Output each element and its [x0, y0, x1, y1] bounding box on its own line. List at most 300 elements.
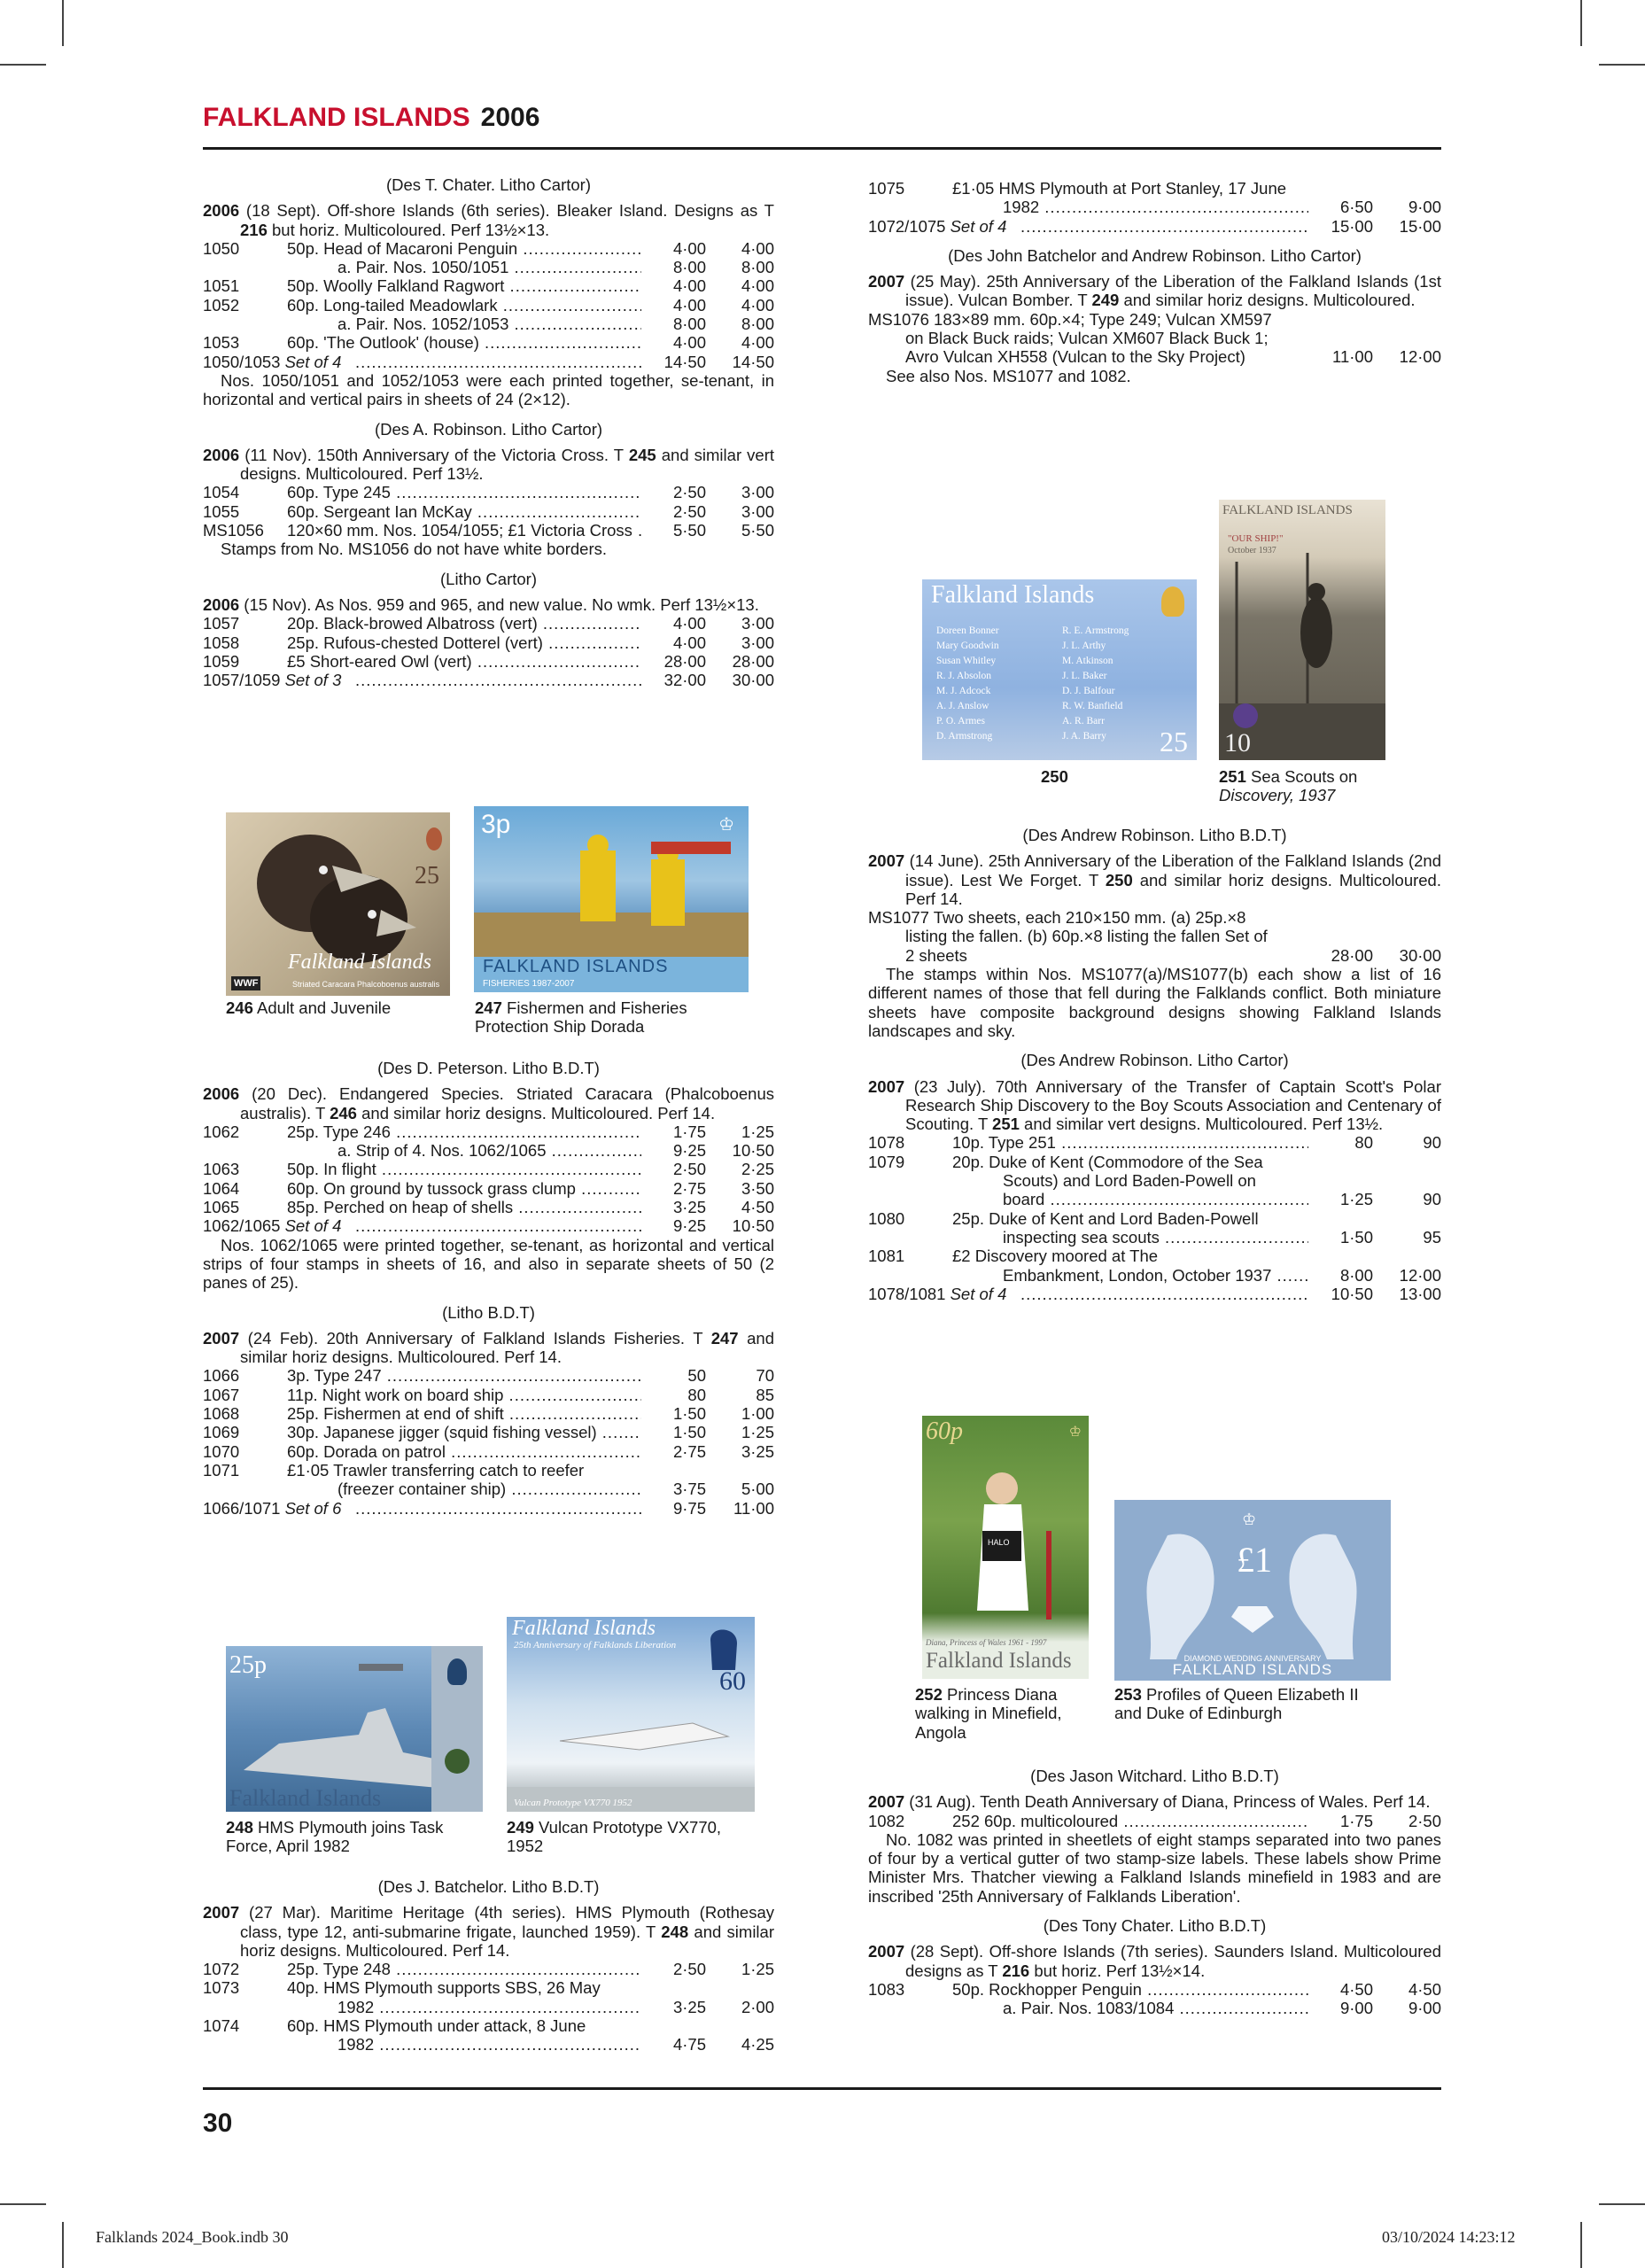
queen-silhouette-icon	[1161, 586, 1184, 617]
listing-row	[203, 2016, 774, 2035]
catalogue-number: 1054	[203, 483, 240, 502]
catalogue-number: 1078	[868, 1133, 905, 1153]
miniature-sheet-entry	[868, 908, 1441, 965]
catalogue-number: 1072	[203, 1960, 240, 1979]
listing-row	[203, 1141, 774, 1160]
mint-price: 14·50	[663, 352, 706, 371]
mint-price: 4·00	[672, 614, 706, 633]
catalogue-number: 1080	[868, 1208, 905, 1228]
listing-row	[203, 1386, 774, 1404]
stamp-name-entry: A. R. Barr	[1062, 716, 1105, 726]
used-price: 30·00	[732, 671, 774, 690]
stamp-name-entry: J. A. Barry	[1062, 731, 1106, 742]
listing-table	[203, 239, 774, 371]
listing-description: 252 60p. multicoloured .....	[952, 1812, 1308, 1830]
catalogue-number: 1073	[203, 1978, 240, 1998]
stamp-value: 3p	[481, 810, 511, 839]
mint-price: 1·75	[672, 1122, 706, 1141]
listing-table	[203, 1960, 774, 2054]
listing-description: a. Pair. Nos. 1050/1051 .....	[338, 258, 641, 276]
listing-row	[203, 1998, 774, 2016]
catalogue-number: 1057/1059 Set of 3	[203, 671, 342, 690]
listing-description: 10p. Type 251 .....	[952, 1133, 1308, 1152]
listing-description: 20p. Black-browed Albatross (vert) .....	[287, 614, 641, 633]
catalogue-number: 1082	[868, 1811, 905, 1830]
used-price: 15·00	[1399, 216, 1441, 236]
catalogue-number: 1050/1053 Set of 4	[203, 352, 342, 371]
issue-note: Nos. 1050/1051 and 1052/1053 were each printed together, se-tenant, in horizontal and vertical pairs in sheets of 24 (2×12).	[203, 370, 774, 409]
listing-description: board .....	[1003, 1190, 1308, 1208]
print-slug-timestamp: 03/10/2024 14:23:12	[1382, 2228, 1516, 2246]
mint-price: 4·50	[1339, 1979, 1373, 1999]
crop-mark	[1599, 64, 1645, 66]
listing-row	[203, 276, 774, 295]
ms-line: 2 sheets 28·00 30·00	[905, 945, 1441, 965]
stamp-value: 10	[1224, 728, 1251, 757]
used-price: 3·00	[741, 483, 774, 502]
listing-row	[868, 1171, 1441, 1190]
mint-price: 1·50	[672, 1404, 706, 1424]
used-price: 4·00	[741, 238, 774, 258]
stamp-subtitle: "OUR SHIP!"	[1228, 533, 1284, 544]
crown-cypher-icon: ♔	[1068, 1425, 1082, 1440]
mint-price: 3·25	[672, 1198, 706, 1217]
used-price: 95	[1423, 1227, 1441, 1247]
used-price: 10·50	[732, 1216, 774, 1236]
stamp-name-entry: R. J. Absolon	[936, 671, 991, 681]
wwf-logo: WWF	[231, 976, 260, 990]
stamp-248-image	[226, 1646, 483, 1812]
listing-table	[868, 1980, 1441, 2018]
crop-mark	[1580, 0, 1582, 46]
stamp-country: Falkland Islands	[512, 1617, 656, 1640]
stamp-subtitle: FISHERIES 1987-2007	[483, 979, 575, 989]
listing-row	[203, 1461, 774, 1480]
used-price: 4·00	[741, 276, 774, 296]
used-price: 9·00	[1408, 1999, 1441, 2018]
catalogue-number: 1065	[203, 1198, 240, 1217]
listing-row	[203, 333, 774, 352]
ms-line: on Black Buck raids; Vulcan XM607 Black Buck 1;	[905, 329, 1269, 348]
used-price: 3·00	[741, 633, 774, 652]
stamp-246-image	[226, 812, 450, 996]
crop-mark	[62, 2222, 64, 2268]
listing-row	[203, 239, 774, 258]
catalogue-number: 1050	[203, 238, 240, 258]
left-column-top	[203, 175, 774, 689]
listing-row	[868, 1999, 1441, 2017]
header-country: FALKLAND ISLANDS	[203, 103, 470, 132]
stamp-name-entry: D. J. Balfour	[1062, 686, 1115, 696]
listing-row	[868, 1285, 1441, 1303]
listing-description: £2 Discovery moored at The	[952, 1247, 1159, 1266]
stamp-country: FALKLAND ISLANDS	[1172, 1661, 1333, 1678]
stamp-subtitle-date: October 1937	[1228, 546, 1276, 555]
issue-note: No. 1082 was printed in sheetlets of eight stamps separated into two panes of four by a vertical gutter of two stamp-size labels. These labels show Prime Minister Mrs. Thatcher viewing a Falkland Islands minefield in 1983 and are inscribed '25th Anniversary of Falklands Liberation'.	[868, 1829, 1441, 1906]
designer-line: (Des Andrew Robinson. Litho B.D.T)	[1022, 826, 1287, 844]
used-price: 3·50	[741, 1178, 774, 1198]
stamp-value: 60	[719, 1666, 746, 1696]
right-column-bottom	[868, 1767, 1441, 2018]
issue-heading: 2007 (27 Mar). Maritime Heritage (4th series). HMS Plymouth (Rothesay class, type 12, anti-submarine frigate, launched 1959). T 248 and similar horiz designs. Multicoloured. Perf 14.	[203, 1903, 774, 1960]
listing-table	[868, 179, 1441, 236]
stamp-country: FALKLAND ISLANDS	[483, 957, 669, 976]
catalogue-number: 1079	[868, 1152, 905, 1171]
stamp-value: 60p	[926, 1418, 963, 1445]
designer-line: (Litho Cartor)	[440, 569, 537, 588]
crown-cypher-icon: ♔	[718, 815, 734, 835]
listing-description: 30p. Japanese jigger (squid fishing vessel) .....	[287, 1423, 641, 1441]
figure-caption-253: 253 Profiles of Queen Elizabeth II and Duke of Edinburgh	[1114, 1685, 1359, 1723]
mint-price: 4·00	[672, 295, 706, 315]
stamp-name-entry: P. O. Armes	[936, 716, 985, 726]
listing-description: 11p. Night work on board ship .....	[287, 1386, 641, 1404]
used-price: 11·00	[733, 1498, 774, 1518]
designer-line: (Des J. Batchelor. Litho B.D.T)	[377, 1877, 600, 1896]
used-price: 85	[756, 1385, 774, 1404]
catalogue-number: 1053	[203, 333, 240, 353]
listing-description: 25p. Rufous-chested Dotterel (vert) .....	[287, 633, 641, 652]
catalogue-number: 1068	[203, 1404, 240, 1424]
listing-description: £1·05 Trawler transferring catch to reefer	[287, 1460, 585, 1480]
used-price: 1·25	[741, 1423, 774, 1442]
right-column-middle	[868, 826, 1441, 1303]
stamp-247-image	[474, 806, 749, 992]
listing-row	[868, 1190, 1441, 1208]
listing-table	[203, 483, 774, 540]
listing-description: Embankment, London, October 1937 .....	[1003, 1266, 1308, 1285]
mint-price: 9·00	[1339, 1999, 1373, 2018]
listing-row	[203, 1480, 774, 1498]
designer-line: (Des Andrew Robinson. Litho Cartor)	[1020, 1051, 1289, 1070]
listing-description: a. Pair. Nos. 1052/1053 .....	[338, 315, 641, 333]
stamp-name-entry: R. E. Armstrong	[1062, 625, 1129, 636]
listing-description: 25p. Fishermen at end of shift .....	[287, 1404, 641, 1423]
listing-row	[203, 1978, 774, 1997]
stamp-country: Falkland Islands	[926, 1649, 1072, 1673]
listing-description: inspecting sea scouts .....	[1003, 1228, 1308, 1247]
listing-row	[203, 1404, 774, 1423]
listing-description: 20p. Duke of Kent (Commodore of the Sea	[952, 1152, 1263, 1171]
catalogue-number: 1066/1071 Set of 6	[203, 1498, 342, 1518]
catalogue-number: 1062	[203, 1122, 240, 1141]
used-price: 13·00	[1399, 1284, 1441, 1303]
catalogue-number: 1066	[203, 1366, 240, 1386]
mint-price: 9·75	[672, 1498, 706, 1518]
used-price: 1·00	[741, 1404, 774, 1424]
designer-line: (Des D. Peterson. Litho B.D.T)	[377, 1059, 600, 1077]
stamp-name-entry: J. L. Arthy	[1062, 641, 1106, 651]
stamp-name-entry: M. J. Adcock	[936, 686, 991, 696]
listing-row	[203, 1960, 774, 1978]
catalogue-number: 1074	[203, 2016, 240, 2036]
listing-row	[203, 315, 774, 333]
mint-price: 3·25	[672, 1997, 706, 2016]
catalogue-number: 1069	[203, 1423, 240, 1442]
queen-silhouette-icon	[447, 1658, 467, 1685]
used-price: 4·50	[1408, 1979, 1441, 1999]
listing-row	[203, 1366, 774, 1385]
listing-description: Scouts) and Lord Baden-Powell on	[1003, 1171, 1256, 1191]
catalogue-number: 1067	[203, 1385, 240, 1404]
miniature-sheet-entry	[868, 310, 1441, 367]
used-price: 14·50	[732, 352, 774, 371]
listing-description: 85p. Perched on heap of shells .....	[287, 1198, 641, 1216]
used-price: 12·00	[1399, 1265, 1441, 1285]
mint-price: 1·50	[1339, 1227, 1373, 1247]
listing-row	[868, 1247, 1441, 1265]
listing-row	[868, 1266, 1441, 1285]
catalogue-number: 1051	[203, 276, 240, 296]
stamp-country: Falkland Islands	[229, 1785, 382, 1811]
stamp-inscription: Vulcan Prototype VX770 1952	[514, 1798, 632, 1808]
header-rule	[203, 147, 1441, 150]
crop-mark	[0, 2203, 46, 2205]
designer-line: (Des John Batchelor and Andrew Robinson. Litho Cartor)	[948, 245, 1362, 265]
listing-description	[355, 671, 641, 689]
listing-row	[868, 1133, 1441, 1152]
stamp-249-image	[507, 1617, 755, 1812]
listing-row	[203, 1198, 774, 1216]
mint-price: 6·50	[1339, 198, 1373, 217]
issue-note: Stamps from No. MS1056 do not have white borders.	[221, 540, 607, 559]
mint-price: 8·00	[1339, 1265, 1373, 1285]
listing-description: 60p. Type 245 .....	[287, 483, 641, 501]
mint-price: 10·50	[1331, 1284, 1373, 1303]
catalogue-number: 1055	[203, 501, 240, 521]
stamp-name-entry: R. W. Banfield	[1062, 701, 1123, 711]
listing-description: 1982 .....	[338, 1998, 641, 2016]
issue-heading: 2007 (25 May). 25th Anniversary of the Liberation of the Falkland Islands (1st issue). Vulcan Bomber. T 249 and similar horiz designs. Multicoloured.	[868, 272, 1441, 310]
stamp-subtitle: DIAMOND WEDDING ANNIVERSARY	[1183, 1654, 1322, 1663]
stamp-name-entry: Doreen Bonner	[936, 625, 999, 636]
designer-line: (Des Tony Chater. Litho B.D.T)	[1043, 1916, 1267, 1936]
listing-row	[203, 258, 774, 276]
listing-table	[203, 614, 774, 689]
stamp-value: 25p	[229, 1651, 267, 1679]
stamp-value: 25	[1160, 726, 1188, 757]
used-price: 3·00	[741, 614, 774, 633]
ms-line: Avro Vulcan XH558 (Vulcan to the Sky Project) 11·00 12·00	[905, 347, 1441, 367]
stamp-253-image	[1114, 1500, 1391, 1681]
catalogue-number: 1070	[203, 1441, 240, 1461]
listing-description: 60p. Long-tailed Meadowlark .....	[287, 296, 641, 315]
issue-heading: 2007 (23 July). 70th Anniversary of the Transfer of Captain Scott's Polar Research Ship Discovery to the Boy Scouts Association and Centenary of Scouting. T 251 and similar vert designs. Multicoloured. Perf 13½.	[868, 1076, 1441, 1134]
used-price: 3·25	[741, 1441, 774, 1461]
listing-description: (freezer container ship) .....	[338, 1480, 641, 1498]
print-slug-file: Falklands 2024_Book.indb 30	[96, 2228, 289, 2246]
crown-cypher-icon: ♔	[1242, 1511, 1257, 1528]
listing-description	[1020, 217, 1308, 236]
listing-description: 50p. Woolly Falkland Ragwort .....	[287, 276, 641, 295]
crop-mark	[1580, 2222, 1582, 2268]
used-price: 4·00	[741, 295, 774, 315]
mint-price: 80	[1354, 1133, 1373, 1153]
listing-row	[203, 1179, 774, 1198]
catalogue-number: 1052	[203, 295, 240, 315]
listing-row	[868, 217, 1441, 236]
catalogue-number: 1063	[203, 1160, 240, 1179]
issue-heading: 2007 (24 Feb). 20th Anniversary of Falkland Islands Fisheries. T 247 and similar horiz designs. Multicoloured. Perf 14.	[203, 1328, 774, 1367]
stamp-country: Falkland Islands	[931, 581, 1095, 609]
stamp-country: Falkland Islands	[288, 951, 431, 974]
listing-row	[203, 296, 774, 315]
listing-description: 1982 .....	[338, 2035, 641, 2054]
listing-row	[868, 1209, 1441, 1228]
used-price: 1·25	[741, 1122, 774, 1141]
figure-caption-250: 250	[1041, 767, 1068, 786]
page-number: 30	[203, 2109, 233, 2138]
mint-price: 4·00	[672, 333, 706, 353]
issue-heading: 2007 (28 Sept). Off-shore Islands (7th series). Saunders Island. Multicoloured designs as T 216 but horiz. Perf 13½×14.	[868, 1942, 1441, 1980]
catalogue-number: 1075	[868, 179, 905, 198]
listing-description: 60p. On ground by tussock grass clump .....	[287, 1179, 641, 1198]
listing-row	[203, 1442, 774, 1461]
used-price: 4·50	[741, 1198, 774, 1217]
listing-row	[203, 1423, 774, 1441]
stamp-name-entry: Susan Whitley	[936, 656, 997, 666]
catalogue-number: 1059	[203, 651, 240, 671]
catalogue-number: 1081	[868, 1247, 905, 1266]
listing-description: 60p. Dorada on patrol .....	[287, 1442, 641, 1461]
listing-description: 50p. In flight .....	[287, 1160, 641, 1178]
catalogue-number: 1071	[203, 1460, 240, 1480]
used-price: 28·00	[732, 651, 774, 671]
stamp-name-entry: Mary Goodwin	[936, 641, 999, 651]
listing-row	[203, 483, 774, 501]
mint-price: 2·75	[672, 1441, 706, 1461]
listing-row	[203, 652, 774, 671]
mint-price: 32·00	[663, 671, 706, 690]
used-price: 1·25	[741, 1960, 774, 1979]
crop-mark	[0, 64, 46, 66]
mint-price: 2·50	[672, 1960, 706, 1979]
figure-caption-252: 252 Princess Diana walking in Minefield, Angola	[915, 1685, 1062, 1742]
left-column-bottom	[203, 1877, 774, 2054]
right-column-top	[868, 179, 1441, 385]
listing-row	[868, 1980, 1441, 1999]
used-price: 8·00	[741, 315, 774, 334]
ms-line: MS1076 183×89 mm. 60p.×4; Type 249; Vulcan XM597	[868, 309, 1272, 329]
stamp-country: FALKLAND ISLANDS	[1222, 503, 1353, 517]
catalogue-number: 1078/1081 Set of 4	[868, 1284, 1007, 1303]
listing-row	[203, 614, 774, 633]
ms-line: MS1077 Two sheets, each 210×150 mm. (a) 25p.×8	[868, 908, 1246, 928]
listing-table	[203, 1366, 774, 1517]
listing-description	[1020, 1285, 1308, 1303]
page-header	[203, 103, 539, 133]
issue-heading: 2006 (18 Sept). Off-shore Islands (6th series). Bleaker Island. Designs as T 216 but horiz. Multicoloured. Perf 13½×13.	[203, 201, 774, 239]
stamp-name-entry: J. L. Baker	[1062, 671, 1107, 681]
issue-heading: 2006 (15 Nov). As Nos. 959 and 965, and new value. No wmk. Perf 13½×13.	[203, 594, 759, 614]
mint-price: 4·00	[672, 276, 706, 296]
halo-badge: HALO	[988, 1538, 1010, 1547]
used-price: 2·50	[1408, 1811, 1441, 1830]
listing-row	[203, 671, 774, 689]
issue-heading: 2006 (20 Dec). Endangered Species. Striated Caracara (Phalcoboenus australis). T 246 and similar horiz designs. Multicoloured. Perf 14.	[203, 1084, 774, 1122]
header-year: 2006	[480, 103, 540, 132]
left-column-middle	[203, 1059, 774, 1518]
listing-description: £5 Short-eared Owl (vert) .....	[287, 652, 641, 671]
listing-description: 40p. HMS Plymouth supports SBS, 26 May	[287, 1978, 601, 1998]
mint-price: 4·00	[672, 238, 706, 258]
listing-row	[868, 198, 1441, 216]
listing-description: 60p. 'The Outlook' (house) .....	[287, 333, 641, 352]
used-price: 3·00	[741, 501, 774, 521]
names-list-right	[1062, 624, 1129, 744]
used-price: 9·00	[1408, 198, 1441, 217]
catalogue-number: 1083	[868, 1979, 905, 1999]
issue-heading: 2007 (31 Aug). Tenth Death Anniversary of Diana, Princess of Wales. Perf 14.	[868, 1792, 1431, 1812]
used-price: 4·25	[741, 2035, 774, 2054]
issue-note: Nos. 1062/1065 were printed together, se-tenant, as horizontal and vertical strips of four stamps in sheets of 16, and also in separate sheets of 50 (2 panes of 25).	[203, 1235, 774, 1293]
listing-description: 25p. Duke of Kent and Lord Baden-Powell	[952, 1208, 1259, 1228]
listing-row	[868, 1228, 1441, 1247]
mint-price: 28·00	[663, 651, 706, 671]
listing-row	[203, 521, 774, 540]
listing-description	[355, 1216, 641, 1235]
listing-description: 50p. Rockhopper Penguin .....	[952, 1980, 1308, 1999]
issue-heading: 2007 (14 June). 25th Anniversary of the Liberation of the Falkland Islands (2nd issue). Lest We Forget. T 250 and similar horiz designs. Multicoloured. Perf 14.	[868, 851, 1441, 908]
stamp-name-entry: A. J. Anslow	[936, 701, 989, 711]
stamp-inscription: Diana, Princess of Wales 1961 - 1997	[926, 1638, 1047, 1647]
mint-price: 15·00	[1331, 216, 1373, 236]
listing-row	[203, 1216, 774, 1235]
stamp-value: £1	[1237, 1540, 1272, 1580]
mint-price: 2·50	[672, 501, 706, 521]
used-price: 5·00	[741, 1480, 774, 1499]
listing-description: 60p. Sergeant Ian McKay .....	[287, 502, 641, 521]
mint-price: 2·50	[672, 483, 706, 502]
listing-description: £1·05 HMS Plymouth at Port Stanley, 17 June	[952, 179, 1287, 198]
catalogue-number: 1072/1075 Set of 4	[868, 216, 1007, 236]
listing-description: 50p. Head of Macaroni Penguin .....	[287, 239, 641, 258]
listing-description	[355, 353, 641, 371]
stamp-subtitle: 25th Anniversary of Falklands Liberation	[514, 1640, 677, 1651]
issue-note: The stamps within Nos. MS1077(a)/MS1077(b) each show a list of 16 different names of those that fell during the Falklands conflict. Both miniature sheets have composite background designs showing Falkland Islands landscapes and sky.	[868, 965, 1441, 1040]
listing-row	[203, 1160, 774, 1178]
figure-caption-248: 248 HMS Plymouth joins Task Force, April 1982	[226, 1818, 444, 1856]
catalogue-number: 1057	[203, 614, 240, 633]
used-price: 70	[756, 1366, 774, 1386]
listing-row	[203, 1499, 774, 1518]
listing-description: 1982 .....	[1003, 198, 1308, 216]
mint-price: 1·25	[1339, 1190, 1373, 1209]
ms-line: listing the fallen. (b) 60p.×8 listing the fallen Set of	[905, 927, 1268, 946]
designer-line: (Des T. Chater. Litho Cartor)	[386, 175, 591, 194]
catalogue-number: 1062/1065 Set of 4	[203, 1216, 342, 1236]
listing-description: a. Pair. Nos. 1083/1084 .....	[1003, 1999, 1308, 2017]
used-price: 2·00	[741, 1997, 774, 2016]
listing-description: 25p. Type 246 .....	[287, 1122, 641, 1141]
designer-line: (Des Jason Witchard. Litho B.D.T)	[1030, 1767, 1279, 1785]
used-price: 5·50	[741, 521, 774, 540]
mint-price: 3·75	[672, 1480, 706, 1499]
figure-caption-249: 249 Vulcan Prototype VX770, 1952	[507, 1818, 722, 1856]
catalogue-number: 1064	[203, 1178, 240, 1198]
stamp-value: 25	[415, 862, 439, 889]
mint-price: 8·00	[672, 258, 706, 277]
stamp-name-entry: M. Atkinson	[1062, 656, 1113, 666]
mint-price: 1·50	[672, 1423, 706, 1442]
stamp-251-image	[1219, 500, 1385, 760]
listing-row	[868, 1812, 1441, 1830]
listing-description: 120×60 mm. Nos. 1054/1055; £1 Victoria Cross .....	[287, 521, 641, 540]
listing-table	[203, 1122, 774, 1236]
figure-caption-247: 247 Fishermen and Fisheries Protection Ship Dorada	[475, 998, 687, 1037]
mint-price: 50	[687, 1366, 706, 1386]
mint-price: 1·75	[1339, 1811, 1373, 1830]
